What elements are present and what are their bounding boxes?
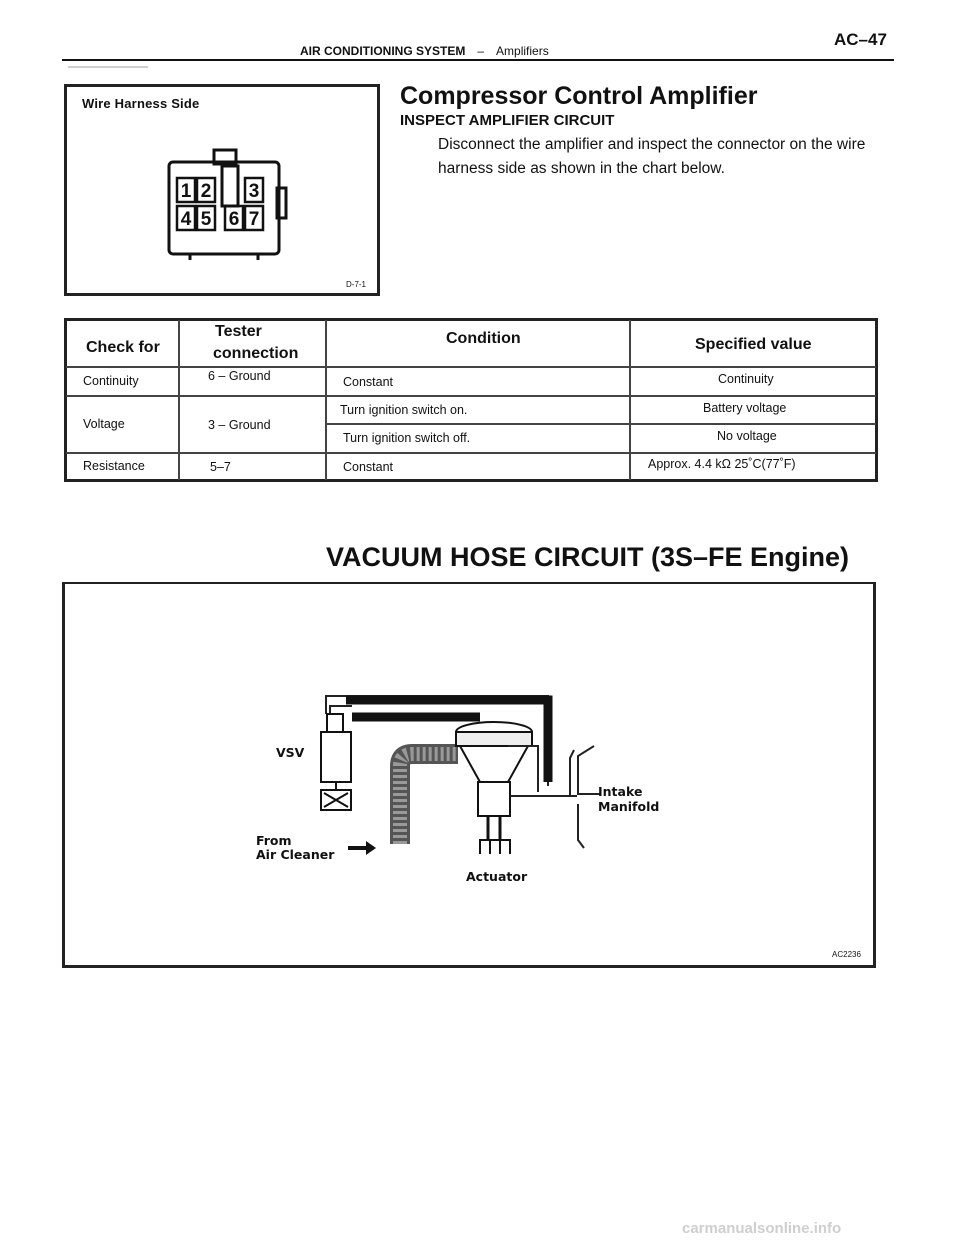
air-cleaner-hose [400,754,458,844]
table-cell-value: Continuity [718,372,774,386]
page-number: AC–47 [834,30,887,49]
table-col-divider-1 [178,320,180,480]
header-rule [62,59,894,61]
from-label: From [256,833,292,848]
table-cell-value: Battery voltage [703,401,787,415]
table-cell-condition: Turn ignition switch on. [340,403,468,417]
vsv-port [327,714,343,732]
table-row-rule-1 [66,395,876,397]
intake-manifold-left [570,750,574,796]
vsv-label: VSV [276,745,305,760]
actuator-label: Actuator [466,869,528,884]
table-row-rule-3 [66,452,876,454]
vacuum-section-heading: VACUUM HOSE CIRCUIT (3S–FE Engine) [326,542,850,572]
table-cell-tester: 5–7 [210,460,231,474]
vacuum-diagram-code: AC2236 [832,950,861,959]
header-section: AIR CONDITIONING SYSTEM [300,44,466,58]
pin-4-label: 4 [180,209,192,230]
air-flow-arrow [366,841,376,855]
table-cell-check: Resistance [83,459,145,473]
section-heading: Compressor Control Amplifier [400,82,758,110]
procedure-heading: INSPECT AMPLIFIER CIRCUIT [400,112,615,129]
table-cell-condition: Constant [343,375,394,389]
table-cell-condition: Turn ignition switch off. [343,431,471,445]
connector-figure-code: D-7-1 [346,280,367,289]
table-cell-value: No voltage [717,429,777,443]
actuator-body [478,782,510,816]
table-header-check-for: Check for [86,339,160,356]
actuator-housing [460,746,528,782]
table-col-divider-2 [325,320,327,480]
header-subsection: Amplifiers [496,44,549,58]
pin-7-label: 7 [248,209,260,230]
vacuum-hose-diagram [62,582,876,968]
table-cell-check: Continuity [83,374,139,388]
table-header-tester-line1: Tester [215,323,262,340]
air-cleaner-label: Air Cleaner [256,847,335,862]
watermark: carmanualsonline.info [682,1220,842,1237]
pin-1-label: 1 [180,181,192,202]
table-cell-value: Approx. 4.4 kΩ 25˚C(77˚F) [648,457,796,471]
pin-6-label: 6 [228,209,240,230]
connector-figure-title: Wire Harness Side [82,96,200,111]
table-col-divider-3 [629,320,631,480]
procedure-text: Disconnect the amplifier and inspect the connector on the wire harness side as shown in the chart below. [438,136,866,177]
header-faint-mark [68,66,148,68]
table-cell-check: Voltage [83,417,125,431]
table-cell-tester: 3 – Ground [208,418,271,432]
table-header-condition: Condition [446,330,521,347]
table-header-specified-value: Specified value [695,336,812,353]
table-cell-condition: Constant [343,460,394,474]
intake-label: Intake [598,784,643,799]
manifold-label: Manifold [598,799,660,814]
table-header-tester-line2: connection [213,345,299,362]
pin-2-label: 2 [200,181,212,202]
intake-manifold-bottom [578,804,584,848]
table-header-rule [66,366,876,368]
pin-5-label: 5 [200,209,212,230]
header-separator: – [477,44,485,58]
actuator-link [480,840,510,854]
pin-3-label: 3 [248,181,260,202]
table-cell-tester: 6 – Ground [208,369,271,383]
table-row-rule-2 [325,423,876,425]
connector-diagram [160,142,290,262]
vsv-body [321,732,351,782]
running-header [300,44,549,58]
